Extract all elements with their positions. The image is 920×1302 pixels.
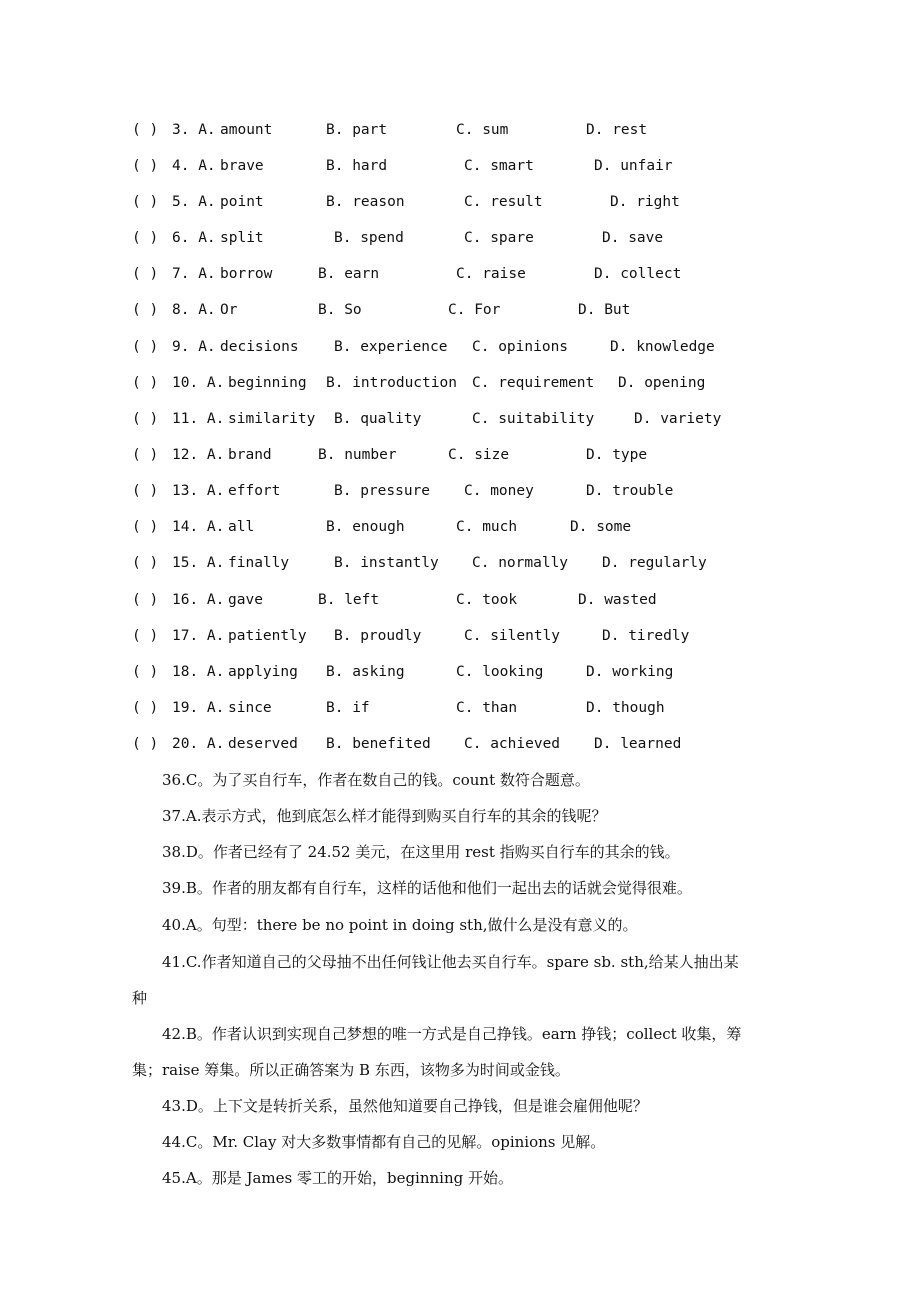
option-b: B. earn <box>318 266 380 282</box>
answer-blank: ( ) <box>132 194 159 210</box>
answer-blank: ( ) <box>132 158 159 174</box>
option-d: D. save <box>602 230 664 246</box>
answer-44: 44.C。Mr. Clay 对大多数事情都有自己的见解。opinions 见解。 <box>162 1133 606 1151</box>
option-c: C. spare <box>464 230 534 246</box>
option-b: B. introduction <box>326 375 457 391</box>
answer-blank: ( ) <box>132 519 159 535</box>
question-number: 15. A. <box>172 555 225 571</box>
answer-40: 40.A。句型：there be no point in doing sth,做什么是没有意义的。 <box>162 916 638 934</box>
answer-41: 41.C.作者知道自己的父母抽不出任何钱让他去买自行车。spare sb. sth,给某人抽出某 种 <box>132 953 739 1007</box>
option-c: C. result <box>464 194 543 210</box>
question-number: 20. A. <box>172 736 225 752</box>
question-number: 6. A. <box>172 230 216 246</box>
answer-blank: ( ) <box>132 447 159 463</box>
option-c: C. took <box>456 592 518 608</box>
option-b: B. if <box>326 700 370 716</box>
option-c: C. looking <box>456 664 544 680</box>
option-c: C. achieved <box>464 736 561 752</box>
option-b: B. pressure <box>334 483 431 499</box>
answer-blank: ( ) <box>132 483 159 499</box>
answer-blank: ( ) <box>132 230 159 246</box>
option-b: B. left <box>318 592 380 608</box>
question-number: 3. A. <box>172 122 216 138</box>
option-c: C. sum <box>456 122 509 138</box>
answer-blank: ( ) <box>132 592 159 608</box>
option-a: since <box>228 700 272 716</box>
option-b: B. enough <box>326 519 405 535</box>
option-c: C. opinions <box>472 339 569 355</box>
option-a: effort <box>228 483 281 499</box>
option-d: D. unfair <box>594 158 673 174</box>
option-b: B. spend <box>334 230 404 246</box>
answer-42: 42.B。作者认识到实现自己梦想的唯一方式是自己挣钱。earn 挣钱；collect 收集，筹 集；raise 筹集。所以正确答案为 B 东西，该物多为时间或金钱。 <box>132 1025 742 1079</box>
question-number: 16. A. <box>172 592 225 608</box>
option-c: C. smart <box>464 158 534 174</box>
answer-blank: ( ) <box>132 555 159 571</box>
option-d: D. rest <box>586 122 648 138</box>
option-c: C. raise <box>456 266 526 282</box>
answer-blank: ( ) <box>132 700 159 716</box>
question-number: 9. A. <box>172 339 216 355</box>
question-number: 18. A. <box>172 664 225 680</box>
option-a: split <box>220 230 264 246</box>
option-b: B. benefited <box>326 736 431 752</box>
option-d: D. learned <box>594 736 682 752</box>
option-a: brand <box>228 447 272 463</box>
question-number: 17. A. <box>172 628 225 644</box>
answer-blank: ( ) <box>132 628 159 644</box>
answer-38: 38.D。作者已经有了 24.52 美元，在这里用 rest 指购买自行车的其余的钱。 <box>162 843 680 861</box>
option-a: applying <box>228 664 298 680</box>
option-a: brave <box>220 158 264 174</box>
question-number: 14. A. <box>172 519 225 535</box>
option-d: D. right <box>610 194 680 210</box>
answer-37: 37.A.表示方式，他到底怎么样才能得到购买自行车的其余的钱呢？ <box>162 807 607 825</box>
option-c: C. normally <box>472 555 569 571</box>
option-c: C. requirement <box>472 375 595 391</box>
option-a: borrow <box>220 266 273 282</box>
option-b: B. proudly <box>334 628 422 644</box>
answer-36: 36.C。为了买自行车，作者在数自己的钱。count 数符合题意。 <box>162 771 590 789</box>
answer-blank: ( ) <box>132 122 159 138</box>
option-b: B. quality <box>334 411 422 427</box>
question-number: 4. A. <box>172 158 216 174</box>
option-c: C. than <box>456 700 518 716</box>
answer-39: 39.B。作者的朋友都有自行车，这样的话他和他们一起出去的话就会觉得很难。 <box>162 879 692 897</box>
option-a: all <box>228 519 255 535</box>
answer-blank: ( ) <box>132 375 159 391</box>
option-d: D. collect <box>594 266 682 282</box>
option-d: D. But <box>578 302 631 318</box>
option-b: B. So <box>318 302 362 318</box>
option-b: B. hard <box>326 158 388 174</box>
option-d: D. though <box>586 700 665 716</box>
option-c: C. money <box>464 483 534 499</box>
option-c: C. silently <box>464 628 561 644</box>
option-d: D. wasted <box>578 592 657 608</box>
answer-43: 43.D。上下文是转折关系，虽然他知道要自己挣钱，但是谁会雇佣他呢？ <box>162 1097 648 1115</box>
option-d: D. regularly <box>602 555 707 571</box>
question-number: 19. A. <box>172 700 225 716</box>
option-d: D. knowledge <box>610 339 715 355</box>
option-b: B. part <box>326 122 388 138</box>
option-a: similarity <box>228 411 316 427</box>
question-number: 11. A. <box>172 411 225 427</box>
question-number: 13. A. <box>172 483 225 499</box>
option-a: gave <box>228 592 263 608</box>
option-c: C. size <box>448 447 510 463</box>
option-b: B. reason <box>326 194 405 210</box>
answer-blank: ( ) <box>132 411 159 427</box>
question-number: 10. A. <box>172 375 225 391</box>
answer-blank: ( ) <box>132 339 159 355</box>
option-a: deserved <box>228 736 298 752</box>
option-b: B. instantly <box>334 555 439 571</box>
answer-blank: ( ) <box>132 664 159 680</box>
option-c: C. suitability <box>472 411 595 427</box>
option-a: amount <box>220 122 273 138</box>
option-d: D. variety <box>634 411 722 427</box>
option-b: B. number <box>318 447 397 463</box>
option-d: D. opening <box>618 375 706 391</box>
option-d: D. working <box>586 664 674 680</box>
option-a: Or <box>220 302 238 318</box>
option-b: B. experience <box>334 339 448 355</box>
option-d: D. tiredly <box>602 628 690 644</box>
option-a: patiently <box>228 628 307 644</box>
option-c: C. For <box>448 302 501 318</box>
answer-blank: ( ) <box>132 736 159 752</box>
question-number: 5. A. <box>172 194 216 210</box>
option-b: B. asking <box>326 664 405 680</box>
option-a: beginning <box>228 375 307 391</box>
answer-blank: ( ) <box>132 302 159 318</box>
answer-45: 45.A。那是 James 零工的开始，beginning 开始。 <box>162 1169 514 1187</box>
option-d: D. type <box>586 447 648 463</box>
option-a: point <box>220 194 264 210</box>
option-d: D. trouble <box>586 483 674 499</box>
question-number: 7. A. <box>172 266 216 282</box>
answer-blank: ( ) <box>132 266 159 282</box>
question-number: 12. A. <box>172 447 225 463</box>
option-c: C. much <box>456 519 518 535</box>
option-a: finally <box>228 555 290 571</box>
option-a: decisions <box>220 339 299 355</box>
question-number: 8. A. <box>172 302 216 318</box>
option-d: D. some <box>570 519 632 535</box>
